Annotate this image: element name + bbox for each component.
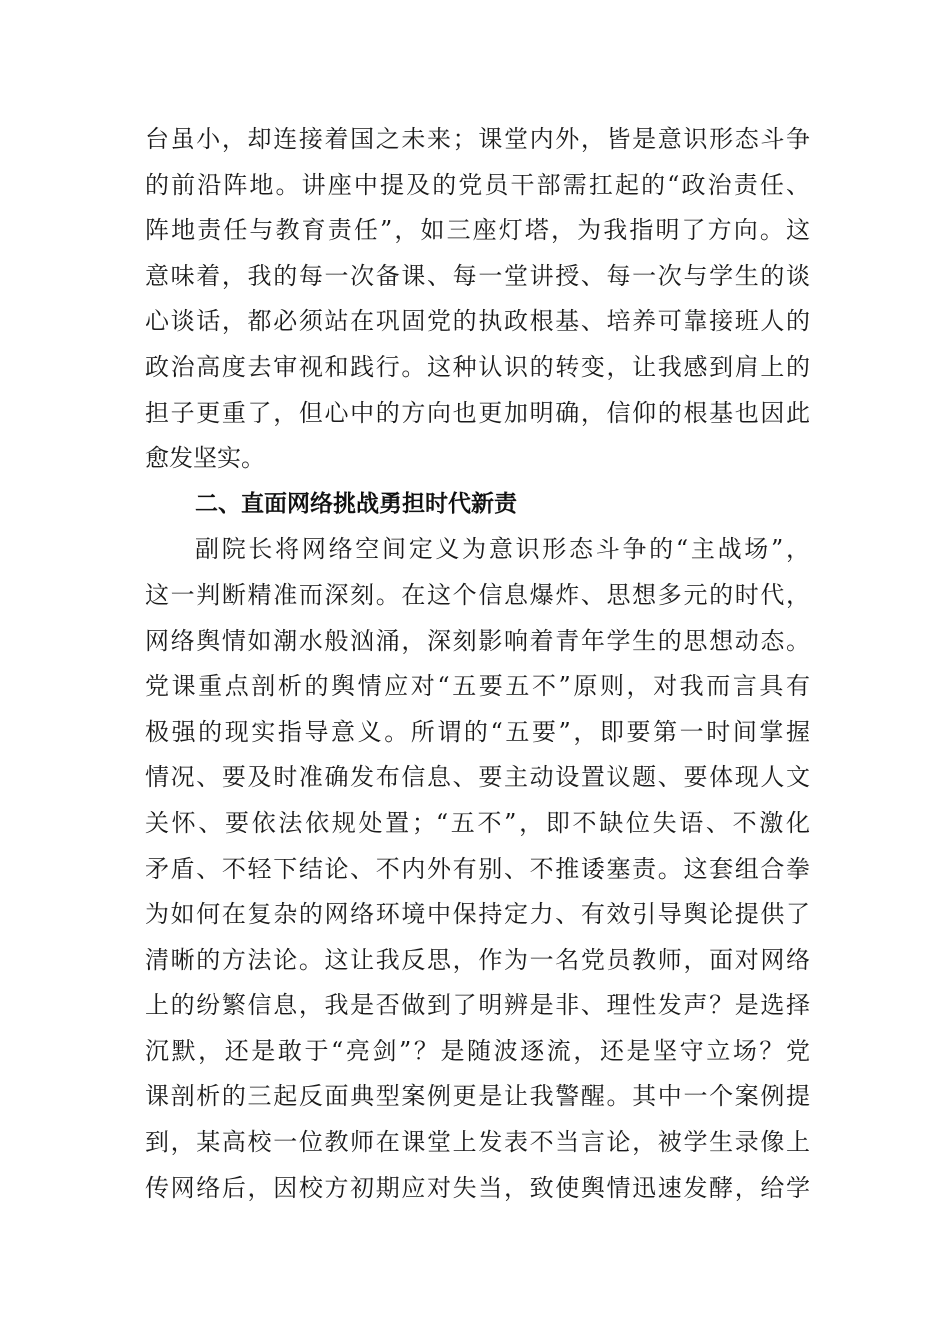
text-line: 愈发坚实。 [145, 444, 265, 473]
text-line: 到，某高校一位教师在课堂上发表不当言论，被学生录像上 [145, 1128, 810, 1157]
section-heading: 二、直面网络挑战勇担时代新责 [195, 490, 517, 517]
text-line: 沉默，还是敢于“亮剑”？是随波逐流，还是坚守立场？党 [145, 1036, 810, 1065]
text-line: 传网络后，因校方初期应对失当，致使舆情迅速发酵，给学 [145, 1173, 810, 1202]
text-line: 这一判断精准而深刻。在这个信息爆炸、思想多元的时代， [145, 580, 810, 609]
text-line: 意味着，我的每一次备课、每一堂讲授、每一次与学生的谈 [145, 261, 810, 290]
paragraph-1 [145, 117, 810, 482]
text-line: 情况、要及时准确发布信息、要主动设置议题、要体现人文 [145, 763, 810, 792]
text-line: 阵地责任与教育责任”，如三座灯塔，为我指明了方向。这 [145, 216, 810, 245]
document-body [145, 117, 810, 1211]
text-line: 的前沿阵地。讲座中提及的党员干部需扛起的“政治责任、 [145, 170, 810, 199]
text-line: 台虽小，却连接着国之未来；课堂内外，皆是意识形态斗争 [145, 125, 810, 153]
text-line: 上的纷繁信息，我是否做到了明辨是非、理性发声？是选择 [145, 991, 810, 1020]
text-line: 担子更重了，但心中的方向也更加明确，信仰的根基也因此 [145, 398, 810, 427]
text-line: 党课重点剖析的舆情应对“五要五不”原则，对我而言具有 [145, 672, 810, 701]
text-line: 心谈话，都必须站在巩固党的执政根基、培养可靠接班人的 [145, 307, 810, 336]
text-line: 课剖析的三起反面典型案例更是让我警醒。其中一个案例提 [145, 1082, 810, 1111]
text-line: 关怀、要依法依规处置；“五不”，即不缺位失语、不激化 [145, 808, 810, 837]
text-line: 清晰的方法论。这让我反思，作为一名党员教师，面对网络 [145, 945, 810, 974]
text-line: 政治高度去审视和践行。这种认识的转变，让我感到肩上的 [145, 352, 810, 381]
text-line: 网络舆情如潮水般汹涌，深刻影响着青年学生的思想动态。 [145, 626, 810, 655]
text-line: 极强的现实指导意义。所谓的“五要”，即要第一时间掌握 [145, 717, 810, 746]
text-line: 矛盾、不轻下结论、不内外有别、不推诿塞责。这套组合拳 [145, 854, 810, 883]
text-line: 副院长将网络空间定义为意识形态斗争的“主战场”， [195, 535, 810, 564]
text-line: 为如何在复杂的网络环境中保持定力、有效引导舆论提供了 [145, 900, 810, 929]
paragraph-2 [145, 527, 810, 1211]
